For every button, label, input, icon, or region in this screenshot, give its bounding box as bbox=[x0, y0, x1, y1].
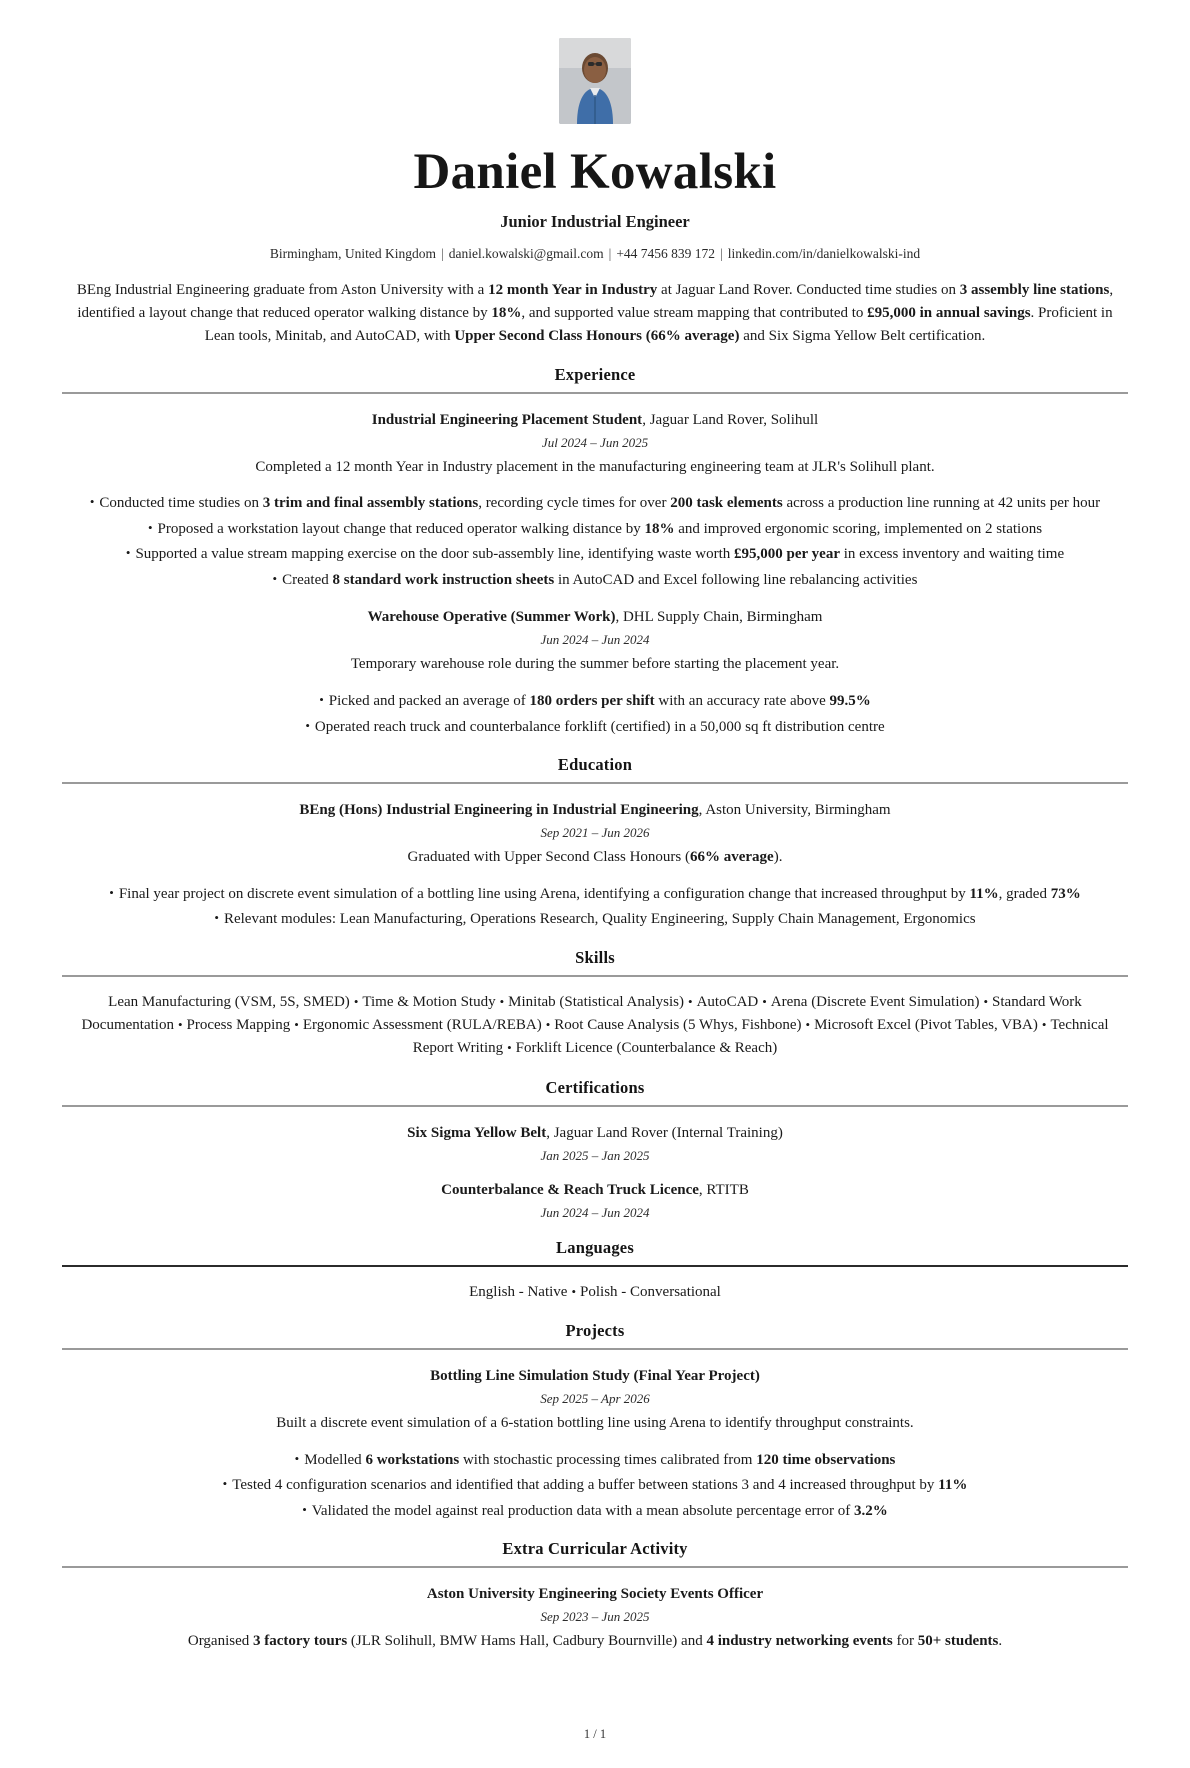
contact-phone[interactable]: +44 7456 839 172 bbox=[616, 246, 716, 262]
body-text: Proposed a workstation layout change that reduced operator walking distance by bbox=[157, 520, 645, 537]
avatar-image bbox=[559, 38, 631, 124]
emphasis-text: 4 industry networking events bbox=[706, 1633, 893, 1649]
entry-role: Counterbalance & Reach Truck Licence bbox=[441, 1181, 699, 1198]
section-title-experience: Experience bbox=[554, 364, 636, 384]
list-separator-dot: • bbox=[688, 993, 693, 1009]
body-text: Graduated with Upper Second Class Honours ( bbox=[407, 849, 690, 865]
list-item bbox=[62, 569, 1128, 592]
list-item bbox=[62, 1449, 1128, 1472]
list-separator-dot: • bbox=[499, 993, 505, 1009]
section-divider-extracurricular bbox=[62, 1566, 1128, 1568]
entry-title bbox=[62, 1123, 1128, 1144]
body-text: Validated the model against real production data with a mean absolute percentage error of bbox=[311, 1502, 855, 1519]
section-languages bbox=[62, 1238, 1128, 1304]
emphasis-text: 3.2% bbox=[854, 1502, 888, 1519]
list-separator-dot: • bbox=[177, 1017, 183, 1032]
list-separator-dot: • bbox=[353, 993, 359, 1009]
emphasis-text: 66% average bbox=[689, 849, 774, 865]
skills-item: Standard Work Documentation bbox=[81, 993, 1082, 1033]
list-separator-dot: • bbox=[507, 1040, 512, 1056]
section-certifications bbox=[62, 1078, 1128, 1221]
section-divider-experience bbox=[62, 392, 1128, 394]
emphasis-text: 3 assembly line stations bbox=[959, 282, 1110, 299]
entry-organisation: , DHL Supply Chain, Birmingham bbox=[615, 609, 823, 626]
entry-projects bbox=[62, 1366, 1128, 1522]
body-text: Organised bbox=[187, 1633, 254, 1649]
entry-bullet-list bbox=[62, 883, 1128, 931]
section-experience bbox=[62, 365, 1128, 739]
skills-item: Minitab (Statistical Analysis) bbox=[508, 993, 684, 1010]
skills-item: Lean Manufacturing (VSM, 5S, SMED) bbox=[108, 993, 350, 1010]
entry-description bbox=[62, 847, 1128, 869]
entry-bullet-list bbox=[62, 1449, 1128, 1523]
entry-date-range: Jan 2025 – Jan 2025 bbox=[540, 1147, 650, 1163]
entry-title bbox=[62, 410, 1128, 431]
body-text: (JLR Solihull, BMW Hams Hall, Cadbury Bournville) and bbox=[347, 1633, 707, 1649]
entry-certifications bbox=[62, 1123, 1128, 1164]
skills-item: AutoCAD bbox=[696, 993, 759, 1010]
body-text: Relevant modules: Lean Manufacturing, Operations Research, Quality Engineering, Supply Chain Management, Ergonomics bbox=[223, 911, 976, 928]
emphasis-text: 180 orders per shift bbox=[529, 693, 655, 709]
emphasis-text: £95,000 per year bbox=[734, 546, 840, 563]
emphasis-text: 3 factory tours bbox=[253, 1633, 348, 1649]
entry-role: Industrial Engineering Placement Student bbox=[371, 411, 643, 428]
entry-organisation: , RTITB bbox=[698, 1181, 749, 1198]
list-separator-dot: • bbox=[762, 993, 767, 1009]
skills-item: Ergonomic Assessment (RULA/REBA) bbox=[302, 1017, 542, 1033]
entry-organisation: , Jaguar Land Rover (Internal Training) bbox=[546, 1124, 783, 1141]
entry-title bbox=[62, 1366, 1128, 1387]
body-text: for bbox=[892, 1633, 918, 1649]
emphasis-text: 12 month Year in Industry bbox=[488, 282, 658, 299]
emphasis-text: 73% bbox=[1050, 885, 1081, 902]
body-text: Operated reach truck and counterbalance forklift (certified) in a 50,000 sq ft distribution centre bbox=[314, 718, 885, 735]
section-education bbox=[62, 755, 1128, 931]
section-divider-projects bbox=[62, 1348, 1128, 1350]
entry-role: Bottling Line Simulation Study (Final Year Project) bbox=[430, 1367, 760, 1384]
languages-item: English - Native bbox=[469, 1283, 568, 1300]
section-projects bbox=[62, 1321, 1128, 1522]
section-title-languages: Languages bbox=[556, 1237, 634, 1257]
body-text: with an accuracy rate above bbox=[654, 693, 830, 709]
emphasis-text: 3 trim and final assembly stations bbox=[262, 495, 479, 512]
list-separator-dot: • bbox=[805, 1017, 811, 1032]
entry-description bbox=[62, 1631, 1128, 1653]
entry-date-range: Sep 2021 – Jun 2026 bbox=[540, 825, 650, 840]
section-divider-education bbox=[62, 782, 1128, 784]
body-text: across a production line running at 42 units per hour bbox=[782, 495, 1101, 512]
emphasis-text: 50+ students bbox=[917, 1633, 999, 1649]
entry-date-range: Jul 2024 – Jun 2025 bbox=[541, 434, 649, 450]
contact-location: Birmingham, United Kingdom bbox=[269, 246, 436, 262]
profile-photo-avatar bbox=[559, 38, 631, 124]
body-text: , identified a layout change that reduced operator walking distance by bbox=[77, 282, 1114, 321]
entry-title bbox=[62, 1584, 1128, 1605]
body-text: in excess inventory and waiting time bbox=[840, 546, 1065, 563]
body-text: , graded bbox=[998, 885, 1051, 902]
list-separator-dot: • bbox=[571, 1283, 577, 1299]
body-text: . Proficient in Lean tools, Minitab, and AutoCAD, with bbox=[204, 304, 1113, 344]
entry-organisation: , Aston University, Birmingham bbox=[698, 802, 891, 818]
entry-experience bbox=[62, 410, 1128, 592]
resume-sections bbox=[62, 365, 1128, 1653]
contact-separator-2: | bbox=[608, 246, 612, 262]
list-separator-dot: • bbox=[1041, 1017, 1047, 1032]
entry-organisation: , Jaguar Land Rover, Solihull bbox=[642, 411, 819, 428]
body-text: and improved ergonomic scoring, implemented on 2 stations bbox=[674, 520, 1043, 537]
entry-experience bbox=[62, 607, 1128, 738]
emphasis-text: 11% bbox=[969, 885, 999, 902]
page-title: Daniel Kowalski bbox=[413, 144, 777, 200]
list-separator-dot: • bbox=[983, 993, 989, 1009]
page-footer: 1 / 1 bbox=[583, 1726, 607, 1741]
entry-description: Built a discrete event simulation of a 6-station bottling line using Arena to identify throughput constraints. bbox=[276, 1414, 914, 1431]
list-item bbox=[62, 1474, 1128, 1497]
contact-line bbox=[62, 246, 1128, 262]
entry-role: Warehouse Operative (Summer Work) bbox=[367, 609, 616, 626]
entry-role: Six Sigma Yellow Belt bbox=[407, 1124, 547, 1141]
skills-list bbox=[62, 991, 1128, 1061]
emphasis-text: 120 time observations bbox=[756, 1451, 896, 1468]
entry-bullet-list bbox=[62, 492, 1128, 591]
entry-bullet-list bbox=[62, 690, 1128, 738]
body-text: Created bbox=[282, 571, 333, 588]
entry-role: BEng (Hons) Industrial Engineering in Industrial Engineering bbox=[299, 802, 699, 818]
emphasis-text: 200 task elements bbox=[670, 495, 783, 512]
body-text: and Six Sigma Yellow Belt certification. bbox=[739, 327, 986, 344]
entry-description: Temporary warehouse role during the summer before starting the placement year. bbox=[350, 656, 840, 673]
body-text: BEng Industrial Engineering graduate from Aston University with a bbox=[76, 282, 489, 299]
skills-item: Forklift Licence (Counterbalance & Reach) bbox=[515, 1040, 778, 1057]
skills-item: Technical Report Writing bbox=[412, 1017, 1109, 1057]
list-item bbox=[62, 690, 1128, 713]
resume-header bbox=[62, 38, 1128, 348]
section-title-skills: Skills bbox=[575, 947, 615, 967]
emphasis-text: 18% bbox=[491, 304, 522, 321]
body-text: Final year project on discrete event simulation of a bottling line using Arena, identifying a configuration change that increased throughput by bbox=[118, 885, 970, 902]
entry-date-range: Jun 2024 – Jun 2024 bbox=[540, 1204, 650, 1220]
body-text: with stochastic processing times calibrated from bbox=[459, 1451, 757, 1468]
entry-date-range: Jun 2024 – Jun 2024 bbox=[540, 632, 650, 648]
entry-certifications bbox=[62, 1180, 1128, 1221]
emphasis-text: Upper Second Class Honours (66% average) bbox=[454, 327, 740, 344]
entry-title bbox=[62, 1180, 1128, 1201]
contact-separator-3: | bbox=[720, 246, 723, 262]
contact-linkedin[interactable]: linkedin.com/in/danielkowalski-ind bbox=[727, 246, 921, 262]
entry-title bbox=[62, 800, 1128, 821]
body-text: in AutoCAD and Excel following line rebalancing activities bbox=[554, 571, 918, 588]
list-separator-dot: • bbox=[294, 1017, 299, 1032]
body-text: Picked and packed an average of bbox=[328, 693, 530, 709]
entry-extracurricular bbox=[62, 1584, 1128, 1653]
section-skills bbox=[62, 948, 1128, 1061]
languages-item: Polish - Conversational bbox=[580, 1283, 721, 1300]
emphasis-text: £95,000 in annual savings bbox=[867, 304, 1031, 321]
entry-date-range: Sep 2025 – Apr 2026 bbox=[540, 1390, 650, 1406]
job-headline: Junior Industrial Engineer bbox=[500, 212, 690, 232]
skills-item: Arena (Discrete Event Simulation) bbox=[770, 993, 980, 1010]
body-text: , and supported value stream mapping that contributed to bbox=[521, 304, 868, 321]
skills-item: Microsoft Excel (Pivot Tables, VBA) bbox=[814, 1017, 1038, 1033]
list-item bbox=[62, 543, 1128, 566]
entry-role: Aston University Engineering Society Events Officer bbox=[426, 1586, 764, 1602]
body-text: Supported a value stream mapping exercise on the door sub-assembly line, identifying waste worth bbox=[135, 546, 735, 563]
body-text: Tested 4 configuration scenarios and identified that adding a buffer between stations 3 and 4 increased throughput by bbox=[232, 1477, 939, 1493]
body-text: . bbox=[998, 1633, 1003, 1649]
entry-description: Completed a 12 month Year in Industry placement in the manufacturing engineering team at JLR's Solihull plant. bbox=[255, 458, 935, 475]
section-title-extracurricular: Extra Curricular Activity bbox=[502, 1539, 688, 1558]
list-item bbox=[62, 908, 1128, 931]
list-separator-dot: • bbox=[545, 1017, 551, 1032]
section-title-projects: Projects bbox=[565, 1320, 625, 1340]
entry-title bbox=[62, 607, 1128, 628]
list-item bbox=[62, 492, 1128, 515]
languages-list bbox=[62, 1281, 1128, 1304]
section-title-education: Education bbox=[557, 755, 633, 774]
body-text: Conducted time studies on bbox=[99, 495, 263, 512]
section-divider-languages bbox=[62, 1265, 1128, 1267]
list-item bbox=[62, 518, 1128, 541]
body-text: , recording cycle times for over bbox=[478, 495, 671, 512]
professional-summary bbox=[62, 279, 1128, 347]
list-item bbox=[62, 883, 1128, 906]
entry-date-range: Sep 2023 – Jun 2025 bbox=[540, 1609, 650, 1624]
contact-separator-1: | bbox=[441, 246, 444, 262]
skills-item: Process Mapping bbox=[186, 1017, 291, 1033]
emphasis-text: 18% bbox=[644, 520, 675, 537]
body-text: ). bbox=[773, 849, 783, 865]
emphasis-text: 8 standard work instruction sheets bbox=[332, 571, 555, 588]
skills-item: Time & Motion Study bbox=[362, 993, 496, 1010]
entry-education bbox=[62, 800, 1128, 931]
body-text: at Jaguar Land Rover. Conducted time studies on bbox=[657, 282, 960, 299]
body-text: Modelled bbox=[304, 1451, 366, 1468]
skills-item: Root Cause Analysis (5 Whys, Fishbone) bbox=[554, 1017, 802, 1033]
emphasis-text: 99.5% bbox=[829, 693, 871, 709]
emphasis-text: 6 workstations bbox=[365, 1451, 460, 1468]
list-item bbox=[62, 716, 1128, 739]
list-item bbox=[62, 1500, 1128, 1523]
contact-email[interactable]: daniel.kowalski@gmail.com bbox=[448, 246, 604, 262]
section-extracurricular bbox=[62, 1539, 1128, 1653]
section-title-certifications: Certifications bbox=[545, 1077, 645, 1097]
section-divider-skills bbox=[62, 975, 1128, 977]
section-divider-certifications bbox=[62, 1105, 1128, 1107]
emphasis-text: 11% bbox=[938, 1477, 968, 1493]
